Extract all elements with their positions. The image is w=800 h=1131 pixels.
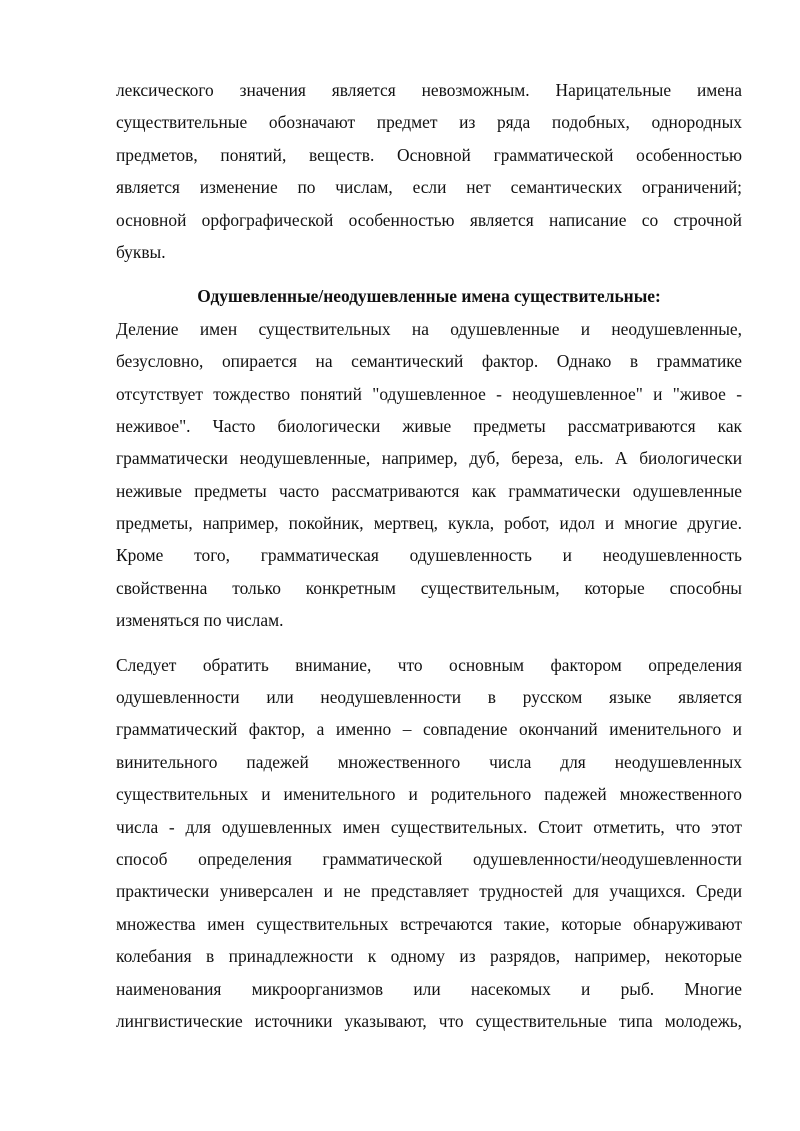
text-line: является изменение по числам, если нет семантических ограничений;: [116, 177, 742, 198]
text-line: Деление имен существительных на одушевленные и неодушевленные,: [116, 318, 742, 339]
text-line: неживые предметы часто рассматриваются как грамматически одушевленные: [116, 480, 742, 501]
text-line: грамматически неодушевленные, например, дуб, береза, ель. А биологически: [116, 448, 742, 469]
text-line: колебания в принадлежности к одному из разрядов, например, некоторые: [116, 946, 742, 967]
document-page: [116, 74, 742, 1037]
paragraph-spacer: [116, 637, 742, 649]
section-heading: Одушевленные/неодушевленные имена существительные:: [197, 286, 661, 307]
paragraph-3: [116, 649, 742, 1038]
text-line: лингвистические источники указывают, что существительные типа молодежь,: [116, 1010, 742, 1031]
text-line: буквы.: [116, 241, 166, 262]
text-line: существительных и именительного и родительного падежей множественного: [116, 784, 742, 805]
text-line: предметы, например, покойник, мертвец, кукла, робот, идол и многие другие.: [116, 513, 742, 534]
paragraph-spacer: [116, 268, 742, 280]
paragraph-2: [116, 313, 742, 637]
text-line: изменяться по числам.: [116, 610, 284, 631]
text-line: лексического значения является невозможным. Нарицательные имена: [116, 80, 742, 100]
paragraph-1: [116, 74, 742, 268]
text-line: отсутствует тождество понятий "одушевленное - неодушевленное" и "живое -: [116, 383, 742, 404]
text-line: числа - для одушевленных имен существительных. Стоит отметить, что этот: [116, 816, 742, 837]
text-line: существительные обозначают предмет из ряда подобных, однородных: [116, 112, 742, 133]
text-line: наименования микроорганизмов или насекомых и рыб. Многие: [116, 978, 742, 999]
text-line: свойственна только конкретным существительным, которые способны: [116, 577, 742, 598]
text-line: винительного падежей множественного числа для неодушевленных: [116, 751, 742, 772]
text-line: одушевленности или неодушевленности в русском языке является: [116, 687, 742, 708]
text-line: основной орфографической особенностью является написание со строчной: [116, 209, 742, 230]
text-line: практически универсален и не представляет трудностей для учащихся. Среди: [116, 881, 742, 902]
text-line: множества имен существительных встречаются такие, которые обнаруживают: [116, 913, 742, 934]
text-line: Следует обратить внимание, что основным фактором определения: [116, 654, 742, 675]
text-line: способ определения грамматической одушевленности/неодушевленности: [116, 848, 742, 869]
text-line: предметов, понятий, веществ. Основной грамматической особенностью: [116, 144, 742, 165]
text-line: Кроме того, грамматическая одушевленность и неодушевленность: [116, 545, 742, 566]
text-line: безусловно, опирается на семантический фактор. Однако в грамматике: [116, 351, 742, 372]
text-line: грамматический фактор, а именно – совпадение окончаний именительного и: [116, 719, 742, 740]
text-line: неживое". Часто биологически живые предметы рассматриваются как: [116, 415, 742, 436]
